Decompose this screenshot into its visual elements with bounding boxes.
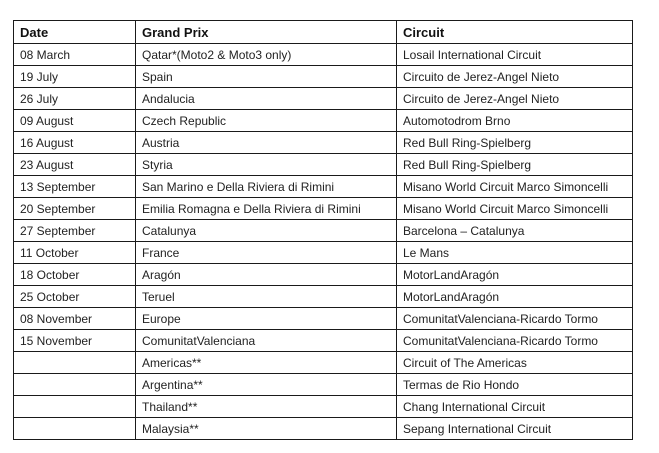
cell-date: 08 March [14,44,136,66]
table-row [14,308,633,330]
cell-circuit: Barcelona – Catalunya [397,220,633,242]
cell-circuit: Circuito de Jerez-Angel Nieto [397,66,633,88]
cell-grand-prix: Aragón [136,264,397,286]
table-row [14,242,633,264]
table-row [14,176,633,198]
cell-circuit: Losail International Circuit [397,44,633,66]
cell-date: 16 August [14,132,136,154]
header-grand-prix: Grand Prix [136,21,397,44]
cell-grand-prix: ComunitatValenciana [136,330,397,352]
cell-circuit: Red Bull Ring-Spielberg [397,132,633,154]
table-body [14,44,633,440]
cell-grand-prix: Thailand** [136,396,397,418]
header-circuit: Circuit [397,21,633,44]
cell-grand-prix: Americas** [136,352,397,374]
grand-prix-calendar-table [13,20,633,440]
table-row [14,154,633,176]
header-date: Date [14,21,136,44]
cell-grand-prix: France [136,242,397,264]
cell-grand-prix: Czech Republic [136,110,397,132]
cell-circuit: Misano World Circuit Marco Simoncelli [397,176,633,198]
table-row [14,88,633,110]
cell-circuit: Chang International Circuit [397,396,633,418]
cell-circuit: MotorLandAragón [397,286,633,308]
table-row [14,66,633,88]
table-row [14,220,633,242]
table-row [14,132,633,154]
cell-date [14,396,136,418]
cell-circuit: MotorLandAragón [397,264,633,286]
cell-circuit: Le Mans [397,242,633,264]
cell-circuit: Circuito de Jerez-Angel Nieto [397,88,633,110]
cell-circuit: ComunitatValenciana-Ricardo Tormo [397,308,633,330]
table-row [14,44,633,66]
cell-date [14,374,136,396]
cell-circuit: Red Bull Ring-Spielberg [397,154,633,176]
cell-date: 09 August [14,110,136,132]
cell-date: 08 November [14,308,136,330]
cell-date: 11 October [14,242,136,264]
table-row [14,330,633,352]
cell-circuit: Circuit of The Americas [397,352,633,374]
cell-date: 23 August [14,154,136,176]
cell-date: 20 September [14,198,136,220]
cell-date: 13 September [14,176,136,198]
cell-grand-prix: Europe [136,308,397,330]
table-row [14,396,633,418]
cell-grand-prix: Styria [136,154,397,176]
cell-circuit: Sepang International Circuit [397,418,633,440]
cell-circuit: Automotodrom Brno [397,110,633,132]
cell-grand-prix: Austria [136,132,397,154]
table-row [14,418,633,440]
cell-date: 19 July [14,66,136,88]
cell-grand-prix: San Marino e Della Riviera di Rimini [136,176,397,198]
table-row [14,110,633,132]
cell-circuit: Misano World Circuit Marco Simoncelli [397,198,633,220]
cell-grand-prix: Andalucia [136,88,397,110]
table-row [14,198,633,220]
cell-date [14,418,136,440]
table-row [14,286,633,308]
table-row [14,374,633,396]
cell-grand-prix: Qatar*(Moto2 & Moto3 only) [136,44,397,66]
cell-grand-prix: Catalunya [136,220,397,242]
cell-date: 27 September [14,220,136,242]
table-row [14,352,633,374]
cell-grand-prix: Malaysia** [136,418,397,440]
cell-circuit: Termas de Rio Hondo [397,374,633,396]
table-header-row [14,21,633,44]
cell-date [14,352,136,374]
cell-grand-prix: Argentina** [136,374,397,396]
cell-grand-prix: Spain [136,66,397,88]
cell-circuit: ComunitatValenciana-Ricardo Tormo [397,330,633,352]
cell-date: 26 July [14,88,136,110]
cell-grand-prix: Teruel [136,286,397,308]
table-row [14,264,633,286]
cell-date: 15 November [14,330,136,352]
cell-date: 18 October [14,264,136,286]
cell-grand-prix: Emilia Romagna e Della Riviera di Rimini [136,198,397,220]
cell-date: 25 October [14,286,136,308]
